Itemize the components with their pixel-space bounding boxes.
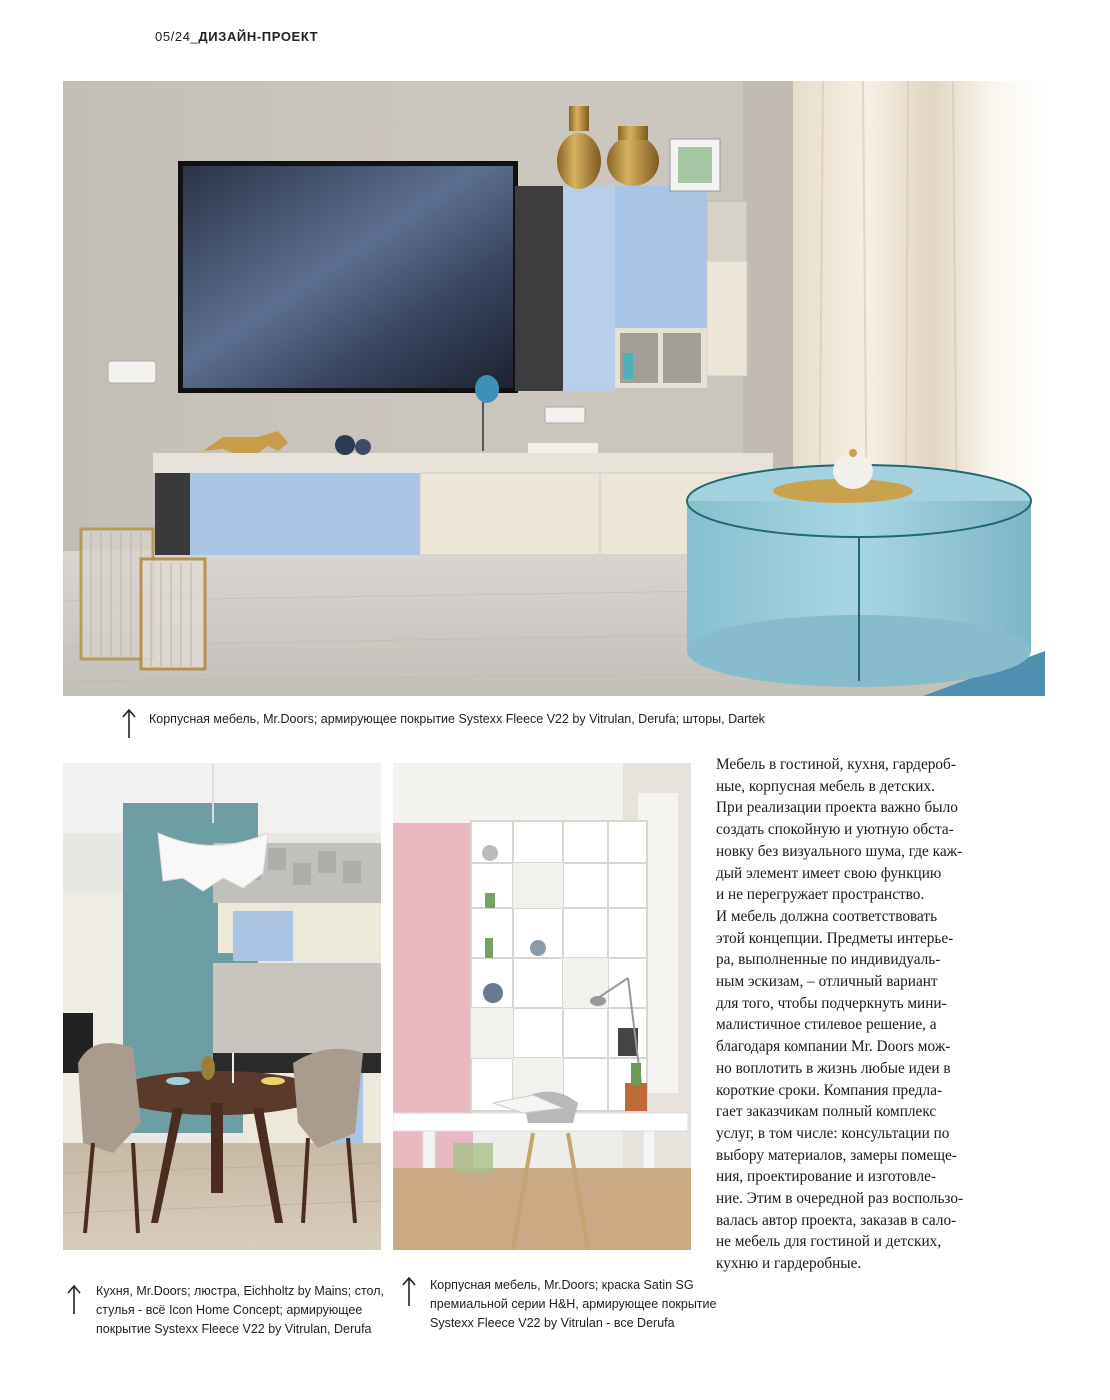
living-room-illustration bbox=[63, 81, 1045, 696]
article-line: ра, выполненные по индивидуаль- bbox=[716, 951, 941, 969]
header-separator: _ bbox=[190, 29, 199, 44]
kids-caption-line: премиальной серии H&H, армирующее покрытие bbox=[430, 1297, 717, 1311]
page-header bbox=[155, 29, 318, 44]
article-line: ным эскизам, – отличный вариант bbox=[716, 973, 938, 991]
article-line: услуг, в том числе: консультации по bbox=[716, 1124, 950, 1142]
kids-room-caption bbox=[430, 1276, 740, 1333]
section-title: ДИЗАЙН-ПРОЕКТ bbox=[198, 29, 319, 44]
article-line: гает заказчикам полный комплекс bbox=[716, 1103, 937, 1121]
issue-number: 05/24 bbox=[155, 29, 191, 44]
living-room-photo bbox=[63, 81, 1045, 696]
article-line: При реализации проекта важно было bbox=[716, 799, 958, 817]
article-line: И мебель должна соответствовать bbox=[716, 907, 938, 925]
article-body bbox=[716, 754, 984, 1275]
kids-room-photo bbox=[393, 763, 691, 1250]
caption-arrow-icon bbox=[67, 1284, 81, 1314]
article-line: короткие сроки. Компания предла- bbox=[716, 1081, 943, 1099]
main-photo-caption: Корпусная мебель, Mr.Doors; армирующее покрытие Systexx Fleece V22 by Vitrulan, Derufa; шторы, Dartek bbox=[149, 712, 765, 726]
article-line: не мебель для гостиной и детских, bbox=[716, 1233, 942, 1251]
kitchen-caption-line: стулья - всё Icon Home Concept; армирующее bbox=[96, 1303, 363, 1317]
article-line: создать спокойную и уютную обста- bbox=[716, 821, 954, 839]
kitchen-caption-line: Кухня, Mr.Doors; люстра, Eichholtz by Mains; стол, bbox=[96, 1284, 384, 1298]
kids-caption-line: Корпусная мебель, Mr.Doors; краска Satin SG bbox=[430, 1278, 694, 1292]
article-line: благодаря компании Mr. Doors мож- bbox=[716, 1038, 951, 1056]
article-line: кухню и гардеробные. bbox=[716, 1255, 862, 1273]
article-line: и не перегружает пространство. bbox=[716, 886, 925, 904]
article-line: малистичное стилевое решение, а bbox=[716, 1016, 937, 1034]
kitchen-photo bbox=[63, 763, 381, 1250]
kids-caption-line: Systexx Fleece V22 by Vitrulan - все Derufa bbox=[430, 1316, 675, 1330]
article-line: новку без визуального шума, где каж- bbox=[716, 842, 963, 860]
kitchen-illustration bbox=[63, 763, 381, 1250]
article-line: но воплотить в жизнь любые идеи в bbox=[716, 1059, 951, 1077]
article-line: ные, корпусная мебель в детских. bbox=[716, 777, 935, 795]
article-line: Мебель в гостиной, кухня, гардероб- bbox=[716, 756, 956, 773]
article-line: дый элемент имеет свою функцию bbox=[716, 864, 942, 882]
article-line: для того, чтобы подчеркнуть мини- bbox=[716, 994, 947, 1012]
article-line: ние. Этим в очередной раз воспользо- bbox=[716, 1190, 964, 1208]
article-line: валась автор проекта, заказав в сало- bbox=[716, 1211, 957, 1229]
article-line: этой концепции. Предметы интерье- bbox=[716, 929, 954, 947]
kids-room-illustration bbox=[393, 763, 691, 1250]
kitchen-caption-line: покрытие Systexx Fleece V22 by Vitrulan, Derufa bbox=[96, 1322, 372, 1336]
caption-arrow-icon bbox=[402, 1276, 416, 1306]
caption-arrow-icon bbox=[122, 708, 136, 738]
article-line: выбору материалов, замеры помеще- bbox=[716, 1146, 957, 1164]
kitchen-caption bbox=[96, 1282, 396, 1339]
article-line: ния, проектирование и изготовле- bbox=[716, 1168, 936, 1186]
